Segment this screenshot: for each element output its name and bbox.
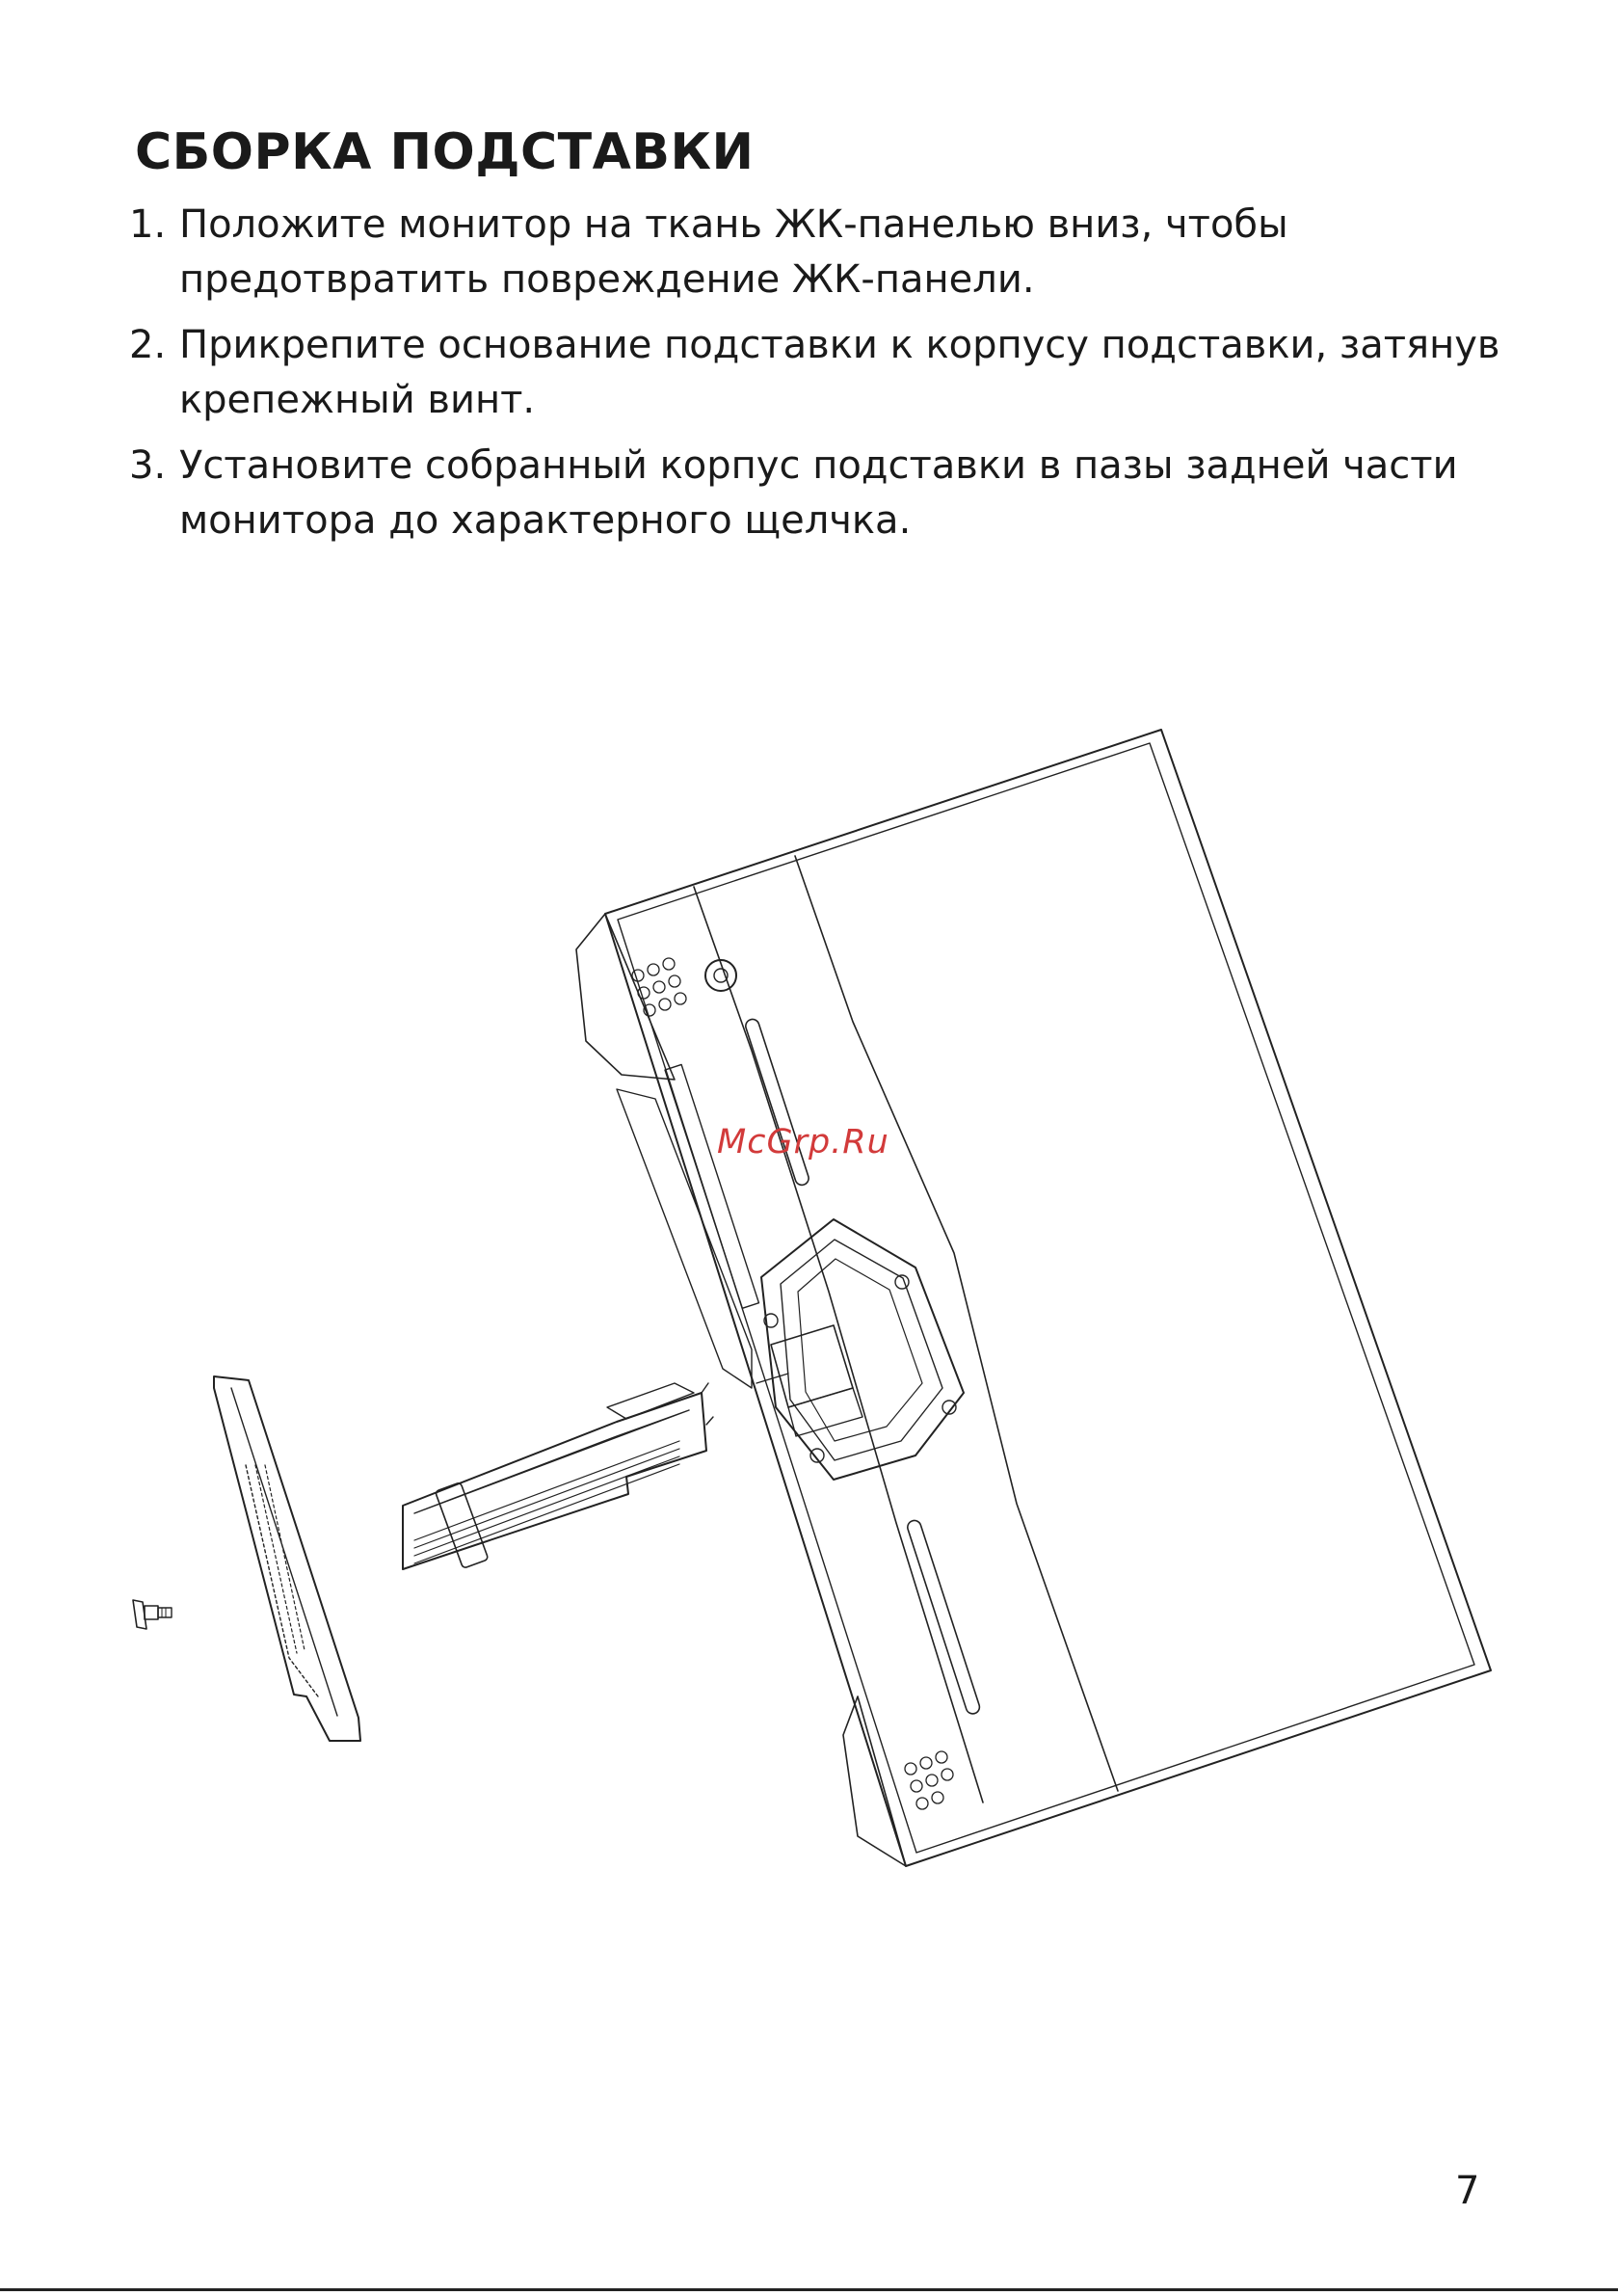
stand-neck-drawing — [403, 1383, 713, 1569]
stand-base-drawing — [214, 1376, 360, 1741]
page-bottom-rule — [0, 2288, 1618, 2291]
step-text: Положите монитор на ткань ЖК-панелью вниз, чтобы предотвратить повреждение ЖК-панели. — [179, 202, 1288, 302]
thumb-screw-drawing — [133, 1600, 172, 1629]
step-text: Прикрепите основание подставки к корпусу подставки, затянув крепежный винт. — [179, 323, 1500, 422]
monitor-back-drawing — [576, 730, 1491, 1866]
page-title: СБОРКА ПОДСТАВКИ — [135, 123, 755, 181]
watermark: McGrp.Ru — [717, 1123, 889, 1161]
page-number: 7 — [1455, 2169, 1480, 2213]
step-number: 1. — [129, 202, 167, 247]
step-number: 2. — [129, 323, 167, 367]
step-number: 3. — [129, 443, 167, 488]
step-text: Установите собранный корпус подставки в пазы задней части монитора до характерного щелчка. — [179, 443, 1458, 543]
